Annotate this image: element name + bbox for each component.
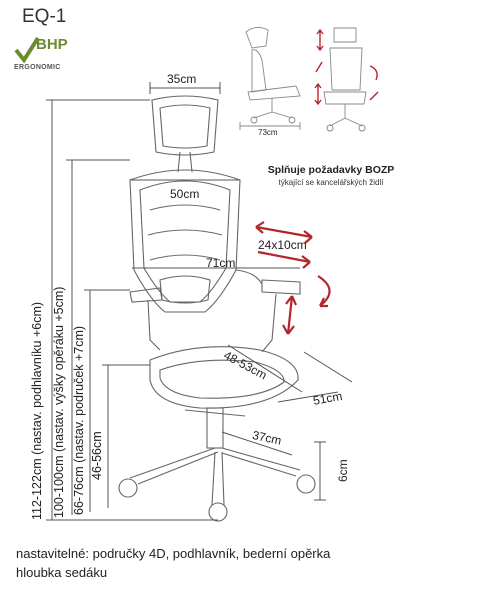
certification-title: Splňuje požadavky BOZP (267, 164, 395, 176)
product-model: EQ-1 (22, 6, 67, 27)
dim-caster-height: 6cm (336, 459, 350, 482)
chair-outline (119, 96, 315, 521)
side-view-thumbnails (240, 27, 366, 131)
logo-text: BHP (36, 36, 68, 53)
dim-seat-width: 51cm (312, 388, 344, 408)
footer-line-2: hloubka sedáku (16, 565, 108, 580)
footer-line-1: nastavitelné: područky 4D, podhlavník, bederní opěrka (16, 546, 331, 561)
logo-subtext: ERGONOMIC (14, 64, 61, 71)
dim-back-width: 50cm (170, 187, 200, 201)
dim-seat-depth: 48-53cm (221, 348, 270, 383)
dim-total-height: 112-122cm (nastav. podhlavníku +6cm) (30, 301, 44, 520)
dim-armrest-height: 66-76cm (nastav. područek +7cm) (72, 325, 86, 515)
footer-text (16, 544, 486, 582)
certification-subtitle: týkající se kancelářských židlí (278, 178, 384, 187)
dim-headrest-width: 35cm (167, 72, 197, 86)
dim-arm-span: 71cm (206, 256, 236, 270)
dim-base-diameter: 73cm (258, 128, 278, 137)
dim-armrest-pad: 24x10cm (258, 238, 307, 252)
dim-seat-height: 46-56cm (90, 431, 104, 480)
dim-backrest-height: 100-100cm (nastav. výšky opěráku +5cm) (52, 286, 66, 518)
dim-base-radius: 37cm (251, 428, 283, 448)
